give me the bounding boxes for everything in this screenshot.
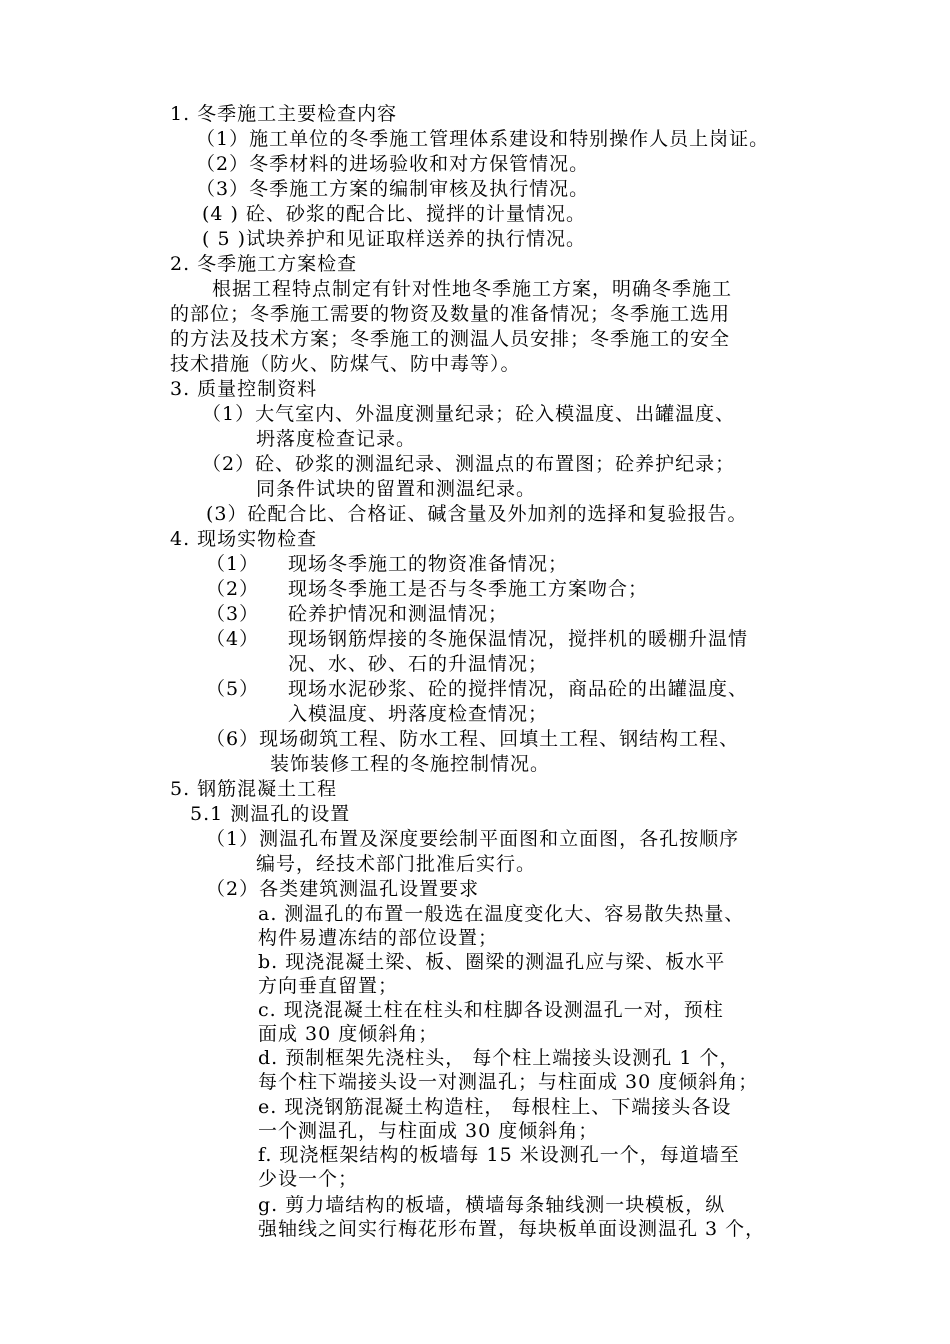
subsection-heading: 5.1 测温孔的设置	[190, 803, 351, 825]
list-item: （2）各类建筑测温孔设置要求	[206, 878, 480, 900]
list-item-number: （5）	[206, 678, 260, 700]
list-item-text: 砼养护情况和测温情况；	[288, 603, 509, 625]
paragraph-line: 技术措施（防火、防煤气、防中毒等）。	[170, 353, 521, 375]
list-item-continuation: 坍落度检查记录。	[256, 428, 417, 450]
sub-item-continuation: 构件易遭冻结的部位设置；	[258, 927, 499, 949]
list-item-continuation: 况、水、砂、石的升温情况；	[288, 653, 549, 675]
list-item-number: （3）	[206, 603, 260, 625]
list-item-text: 现场水泥砂浆、砼的搅拌情况，商品砼的出罐温度、	[288, 678, 749, 700]
section-heading: 3. 质量控制资料	[170, 378, 318, 400]
paragraph-line: 的方法及技术方案；冬季施工的测温人员安排；冬季施工的安全	[170, 328, 731, 350]
sub-item: f. 现浇框架结构的板墙每 15 米设测孔一个，每道墙至	[258, 1144, 740, 1166]
sub-item-continuation: 每个柱下端接头设一对测温孔；与柱面成 30 度倾斜角；	[258, 1071, 759, 1093]
section-heading: 1. 冬季施工主要检查内容	[170, 103, 398, 125]
paragraph-line: 根据工程特点制定有针对性地冬季施工方案，明确冬季施工	[212, 278, 733, 300]
list-item: (4 ) 砼、砂浆的配合比、搅拌的计量情况。	[202, 203, 586, 225]
paragraph-line: 的部位；冬季施工需要的物资及数量的准备情况；冬季施工选用	[170, 303, 731, 325]
list-item: （6）现场砌筑工程、防水工程、回填土工程、钢结构工程、	[206, 728, 740, 750]
list-item-text: 现场冬季施工的物资准备情况；	[288, 553, 569, 575]
list-item: （3）冬季施工方案的编制审核及执行情况。	[196, 178, 590, 200]
list-item-continuation: 同条件试块的留置和测温纪录。	[256, 478, 537, 500]
list-item-continuation: 编号，经技术部门批准后实行。	[256, 853, 537, 875]
sub-item: c. 现浇混凝土柱在柱头和柱脚各设测温孔一对，预柱	[258, 999, 724, 1021]
list-item: （2）砼、砂浆的测温纪录、测温点的布置图；砼养护纪录；	[202, 453, 736, 475]
sub-item-continuation: 一个测温孔，与柱面成 30 度倾斜角；	[258, 1120, 599, 1142]
section-heading: 4. 现场实物检查	[170, 528, 318, 550]
sub-item: a. 测温孔的布置一般选在温度变化大、容易散失热量、	[258, 903, 745, 925]
sub-item: b. 现浇混凝土梁、板、圈梁的测温孔应与梁、板水平	[258, 951, 726, 973]
sub-item-continuation: 强轴线之间实行梅花形布置，每块板单面设测温孔 3 个，	[258, 1218, 766, 1240]
sub-item: g. 剪力墙结构的板墙，横墙每条轴线测一块模板，纵	[258, 1194, 726, 1216]
sub-item: d. 预制框架先浇柱头， 每个柱上端接头设测孔 1 个，	[258, 1047, 740, 1069]
sub-item-continuation: 方向垂直留置；	[258, 975, 399, 997]
list-item-number: （4）	[206, 628, 260, 650]
list-item: (3）砼配合比、合格证、碱含量及外加剂的选择和复验报告。	[206, 503, 748, 525]
sub-item-continuation: 面成 30 度倾斜角；	[258, 1023, 439, 1045]
list-item: （1）施工单位的冬季施工管理体系建设和特别操作人员上岗证。	[196, 128, 770, 150]
list-item-number: （2）	[206, 578, 260, 600]
list-item-text: 现场冬季施工是否与冬季施工方案吻合；	[288, 578, 649, 600]
list-item: （1）大气室内、外温度测量纪录；砼入模温度、出罐温度、	[202, 403, 736, 425]
list-item: （1）测温孔布置及深度要绘制平面图和立面图，各孔按顺序	[206, 828, 740, 850]
section-heading: 5. 钢筋混凝土工程	[170, 778, 338, 800]
list-item-continuation: 装饰装修工程的冬施控制情况。	[270, 753, 551, 775]
list-item: （2）冬季材料的进场验收和对方保管情况。	[196, 153, 590, 175]
sub-item-continuation: 少设一个；	[258, 1168, 359, 1190]
list-item: ( 5 )试块养护和见证取样送养的执行情况。	[202, 228, 586, 250]
list-item-number: （1）	[206, 553, 260, 575]
list-item-continuation: 入模温度、坍落度检查情况；	[288, 703, 549, 725]
section-heading: 2. 冬季施工方案检查	[170, 253, 358, 275]
sub-item: e. 现浇钢筋混凝土构造柱， 每根柱上、下端接头各设	[258, 1096, 732, 1118]
list-item-text: 现场钢筋焊接的冬施保温情况，搅拌机的暖棚升温情	[288, 628, 749, 650]
